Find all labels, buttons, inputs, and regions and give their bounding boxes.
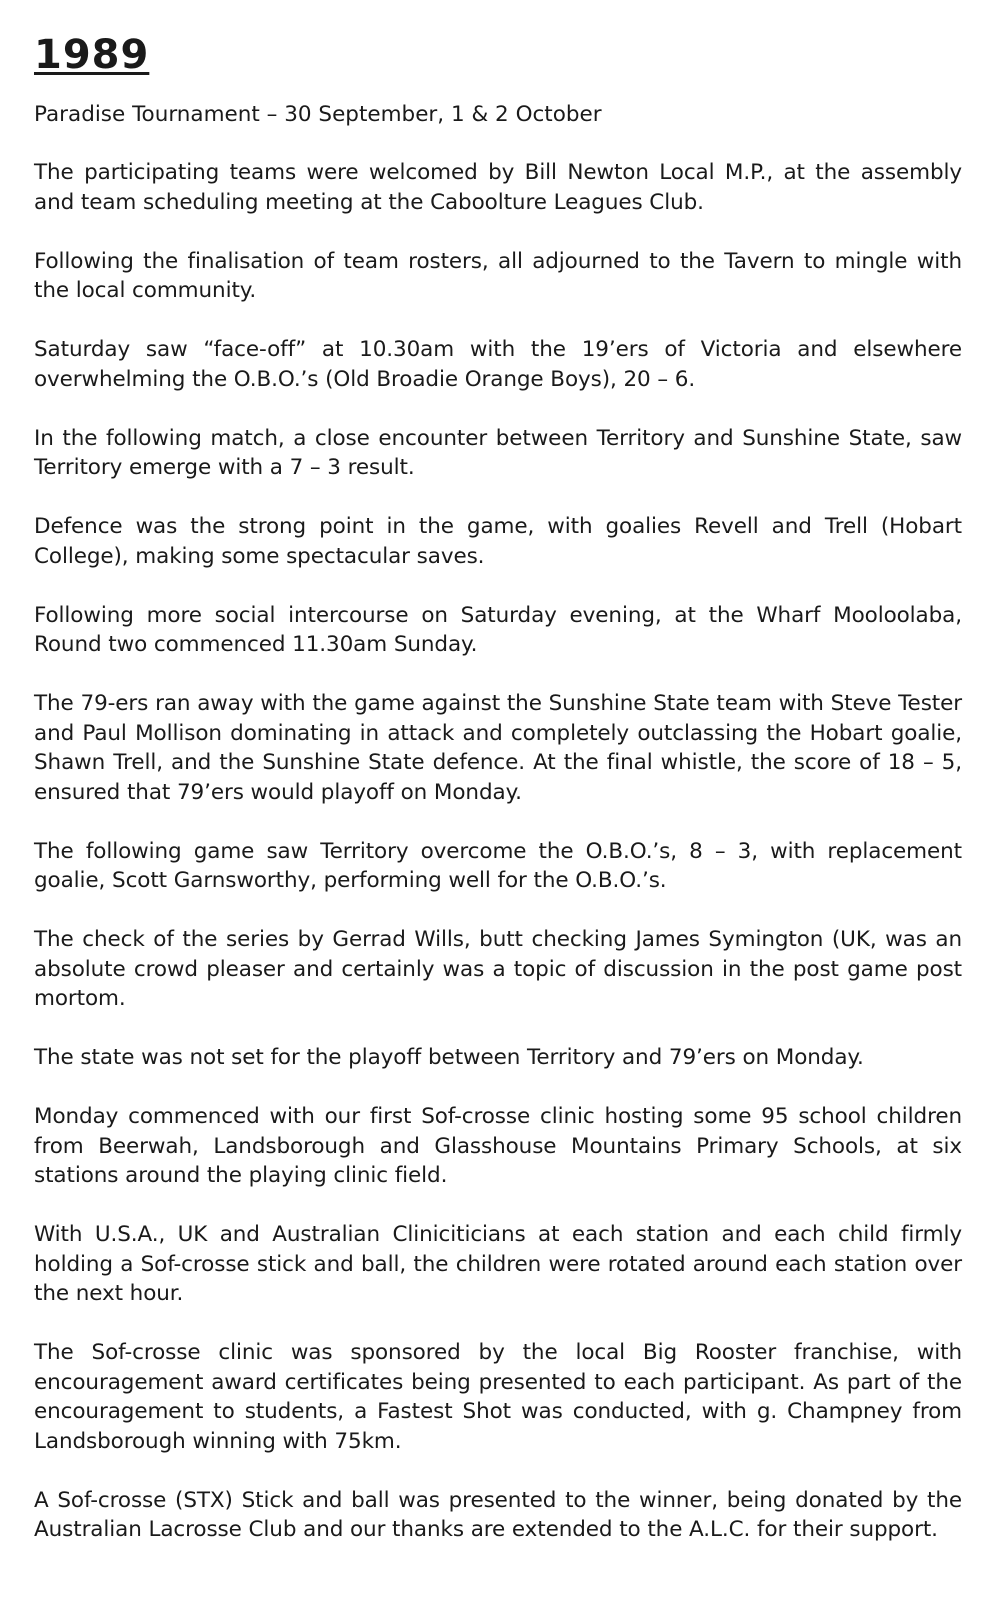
paragraph-sponsorship: The Sof-crosse clinic was sponsored by the local Big Rooster franchise, with encouragement award certificates being presented to each participant. As part of the encouragement to students, a Fastest Shot was conducted, with g. Champney from Landsborough winning with 75km.: [34, 1340, 962, 1454]
paragraph-79ers-game: The 79-ers ran away with the game against the Sunshine State team with Steve Tester and Paul Mollison dominating in attack and completely outclassing the Hobart goalie, Shawn Trell, and the Sunshine State defence. At the final whistle, the score of 18 – 5, ensured that 79’ers would playoff on Monday.: [34, 691, 962, 805]
year-heading: 1989: [34, 32, 150, 78]
paragraph-clinicians: With U.S.A., UK and Australian Clinicitician​s at each station and each child firmly holding a Sof-crosse stick and ball, the children were rotated around each station over the next hour.: [34, 1222, 962, 1306]
paragraph-round-two: Following more social intercourse on Saturday evening, at the Wharf Mooloolaba, Round two commenced 11.30am Sunday.: [34, 602, 962, 657]
paragraph-territory-obo: The following game saw Territory overcome the O.B.O.’s, 8 – 3, with replacement goalie, Scott Garnsworthy, performing well for the O.B.O.’s.: [34, 838, 962, 893]
paragraph-check-of-series: The check of the series by Gerrad Wills, butt checking James Symington (UK, was an absolute crowd pleaser and certainly was a topic of discussion in the post game post mortom.: [34, 927, 962, 1011]
tournament-line: Paradise Tournament – 30 September, 1 & 2 October: [34, 102, 602, 127]
paragraph-territory-sunshine: In the following match, a close encounter between Territory and Sunshine State, saw Territory emerge with a 7 – 3 result.: [34, 425, 962, 480]
paragraph-welcome: The participating teams were welcomed by Bill Newton Local M.P., at the assembly and team scheduling meeting at the Caboolture Leagues Club.: [34, 160, 962, 215]
paragraph-stick-presentation: A Sof-crosse (STX) Stick and ball was presented to the winner, being donated by the Australian Lacrosse Club and our thanks are extended to the A.L.C. for their support.: [34, 1487, 962, 1542]
paragraph-clinic-monday: Monday commenced with our first Sof-crosse clinic hosting some 95 school children from Beerwah, Landsborough and Glasshouse Mountains Primary Schools, at six stations around the playing clinic field.: [34, 1104, 962, 1188]
paragraph-rosters: Following the finalisation of team rosters, all adjourned to the Tavern to mingle with the local community.: [34, 248, 962, 303]
paragraph-defence: Defence was the strong point in the game, with goalies Revell and Trell (Hobart College), making some spectacular saves.: [34, 514, 962, 569]
paragraph-playoff: The state was not set for the playoff between Territory and 79’ers on Monday.: [34, 1045, 864, 1070]
paragraph-saturday-faceoff: Saturday saw “face-off” at 10.30am with the 19’ers of Victoria and elsewhere overwhelming the O.B.O.’s (Old Broadie Orange Boys), 20 – 6.: [34, 337, 962, 392]
